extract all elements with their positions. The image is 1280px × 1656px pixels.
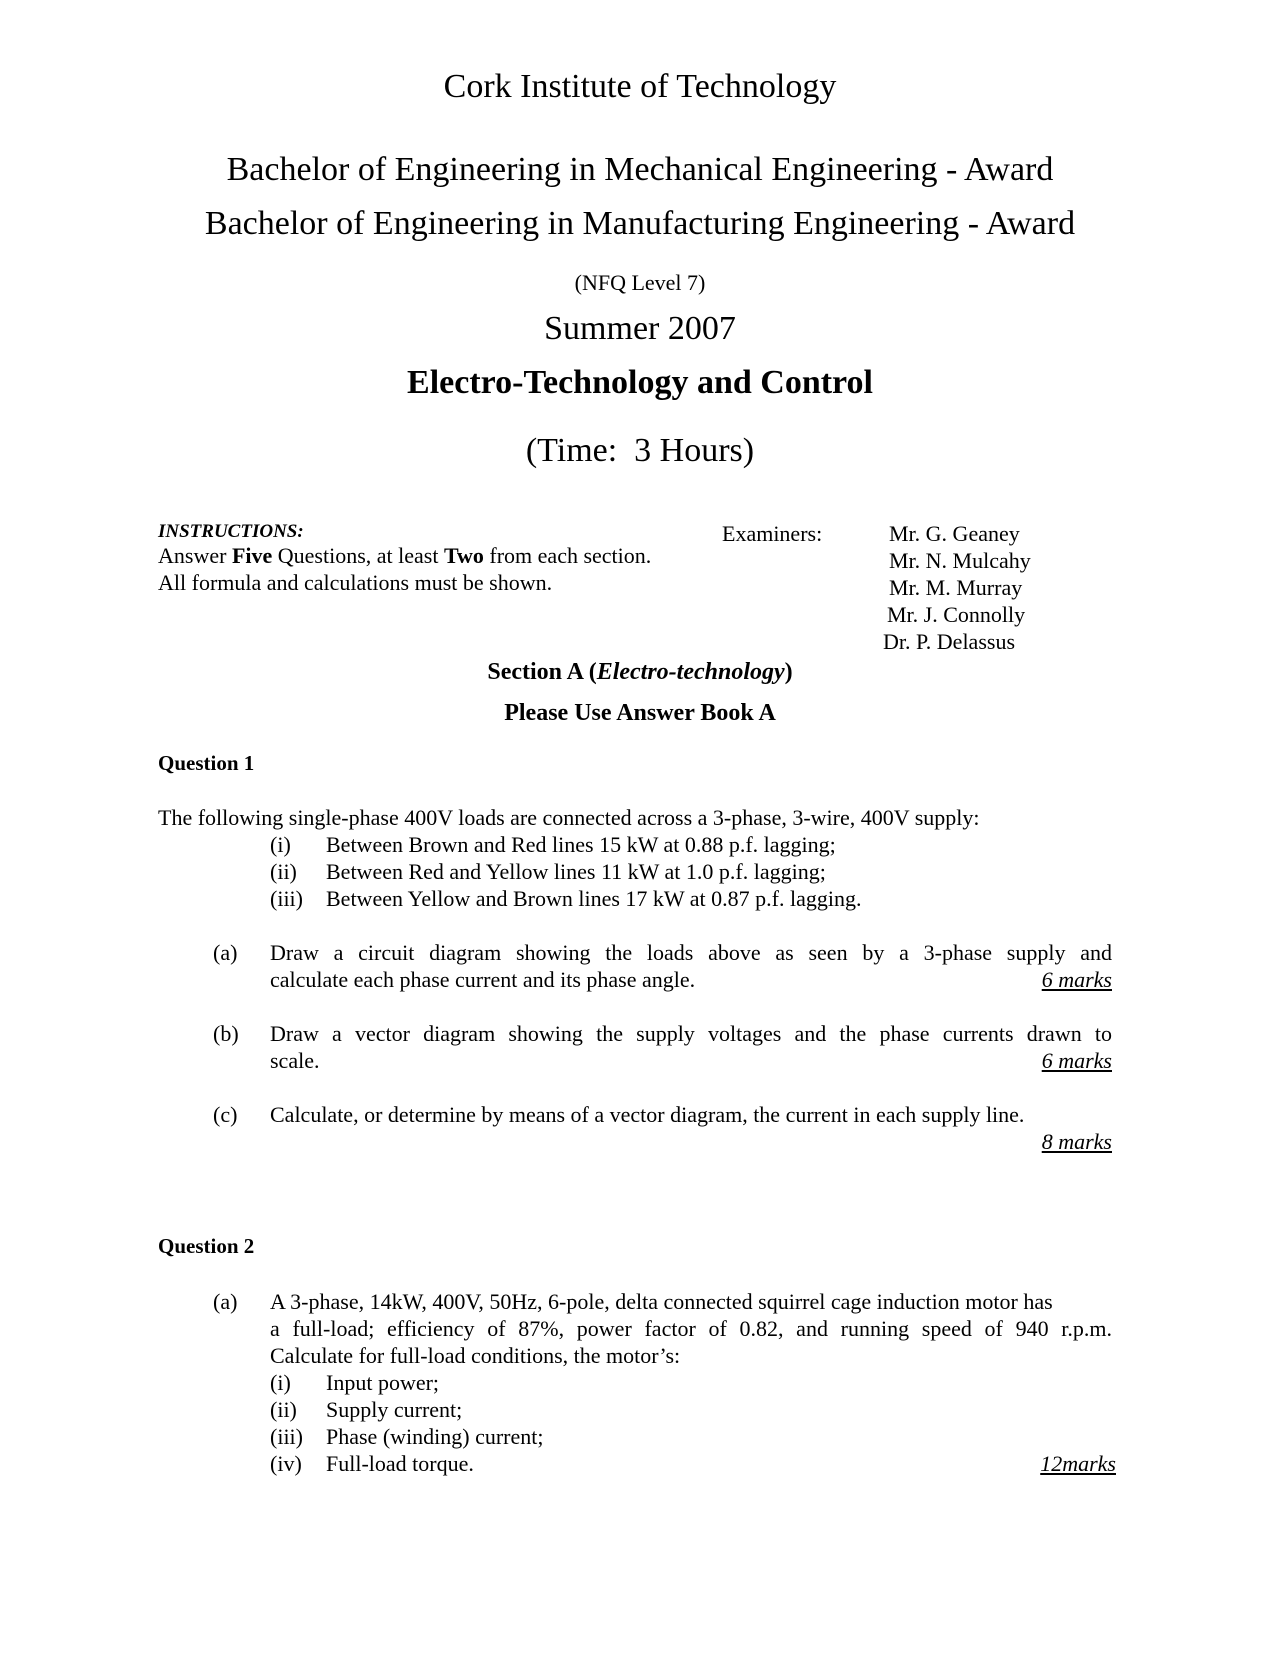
marks-label: 6 marks	[1041, 1048, 1112, 1073]
part-label: (b)	[213, 1021, 239, 1046]
load-item-number: (i)	[270, 832, 291, 857]
q2-line-3: Calculate for full-load conditions, the motor’s:	[270, 1343, 681, 1368]
subject-title: Electro-Technology and Control	[407, 364, 873, 401]
section-subtitle: Please Use Answer Book A	[504, 700, 776, 726]
examiners-label: Examiners:	[722, 521, 823, 546]
marks-label: 12marks	[1040, 1451, 1116, 1476]
institute-title: Cork Institute of Technology	[443, 68, 837, 105]
instructions-heading: INSTRUCTIONS:	[158, 521, 304, 542]
examiner-name: Mr. J. Connolly	[887, 602, 1026, 627]
q2-line-2: a full-load; efficiency of 87%, power factor of 0.82, and running speed of 940 r.p.m.	[270, 1316, 1112, 1341]
question-1-heading: Question 1	[158, 751, 255, 775]
load-item-number: (ii)	[270, 859, 297, 884]
part-label: (c)	[213, 1102, 238, 1127]
examiner-name: Mr. M. Murray	[889, 575, 1023, 600]
instructions-five: Five	[231, 543, 273, 568]
examiner-name: Dr. P. Delassus	[883, 629, 1016, 654]
nfq-level: (NFQ Level 7)	[574, 270, 706, 295]
q2-item	[270, 1396, 462, 1423]
marks-label: 6 marks	[1041, 967, 1112, 992]
part-b-line-1: Draw a vector diagram showing the supply voltages and the phase currents drawn to	[270, 1021, 1112, 1046]
q2-item-text: Supply current;	[326, 1397, 463, 1422]
q2-item-number: (ii)	[270, 1397, 297, 1422]
section-title-pre: Section A (	[487, 659, 597, 685]
instructions-line-1-post: from each section.	[483, 543, 652, 568]
section-title-post: )	[784, 659, 793, 685]
part-label: (a)	[213, 1289, 238, 1314]
question-1-intro: The following single-phase 400V loads are connected across a 3-phase, 3-wire, 400V supply:	[158, 805, 980, 830]
q2-item	[270, 1423, 544, 1450]
q2-item	[270, 1450, 474, 1477]
part-label: (a)	[213, 940, 238, 965]
load-item	[270, 885, 861, 912]
part-b-line-2: scale.	[270, 1048, 320, 1073]
marks-label: 8 marks	[1041, 1129, 1112, 1154]
instructions-line-1-pre: Answer	[158, 543, 232, 568]
load-item	[270, 858, 826, 885]
section-title-italic: Electro-technology	[596, 659, 785, 685]
part-a-line-2: calculate each phase current and its phase angle.	[270, 967, 696, 992]
load-item-text: Between Yellow and Brown lines 17 kW at 0.87 p.f. lagging.	[326, 886, 862, 911]
question-2-heading: Question 2	[158, 1234, 255, 1258]
examiner-name: Mr. G. Geaney	[889, 521, 1020, 546]
instructions-line-1-mid: Questions, at least	[272, 543, 444, 568]
q2-item-text: Input power;	[326, 1370, 440, 1395]
q2-item	[270, 1369, 439, 1396]
load-item	[270, 831, 836, 858]
q2-item-text: Phase (winding) current;	[326, 1424, 544, 1449]
q2-item-number: (iv)	[270, 1451, 302, 1476]
part-a-line-1: Draw a circuit diagram showing the loads above as seen by a 3-phase supply and	[270, 940, 1112, 965]
programme-title-1: Bachelor of Engineering in Mechanical Engineering - Award	[226, 151, 1054, 188]
part-c-line-1: Calculate, or determine by means of a vector diagram, the current in each supply line.	[270, 1102, 1025, 1127]
section-title	[0, 659, 1280, 686]
load-item-text: Between Brown and Red lines 15 kW at 0.88 p.f. lagging;	[326, 832, 836, 857]
load-item-number: (iii)	[270, 886, 303, 911]
instructions-two: Two	[443, 543, 484, 568]
exam-session: Summer 2007	[544, 310, 736, 347]
instructions-line-1	[158, 542, 651, 569]
q2-line-1: A 3-phase, 14kW, 400V, 50Hz, 6-pole, delta connected squirrel cage induction motor has	[270, 1289, 1053, 1314]
q2-item-number: (iii)	[270, 1424, 303, 1449]
q2-item-number: (i)	[270, 1370, 291, 1395]
programme-title-2: Bachelor of Engineering in Manufacturing Engineering - Award	[204, 205, 1076, 242]
instructions-line-2: All formula and calculations must be shown.	[158, 570, 553, 595]
exam-duration: (Time: 3 Hours)	[525, 432, 755, 469]
load-item-text: Between Red and Yellow lines 11 kW at 1.0 p.f. lagging;	[326, 859, 826, 884]
examiner-name: Mr. N. Mulcahy	[889, 548, 1031, 573]
q2-item-text: Full-load torque.	[326, 1451, 474, 1476]
